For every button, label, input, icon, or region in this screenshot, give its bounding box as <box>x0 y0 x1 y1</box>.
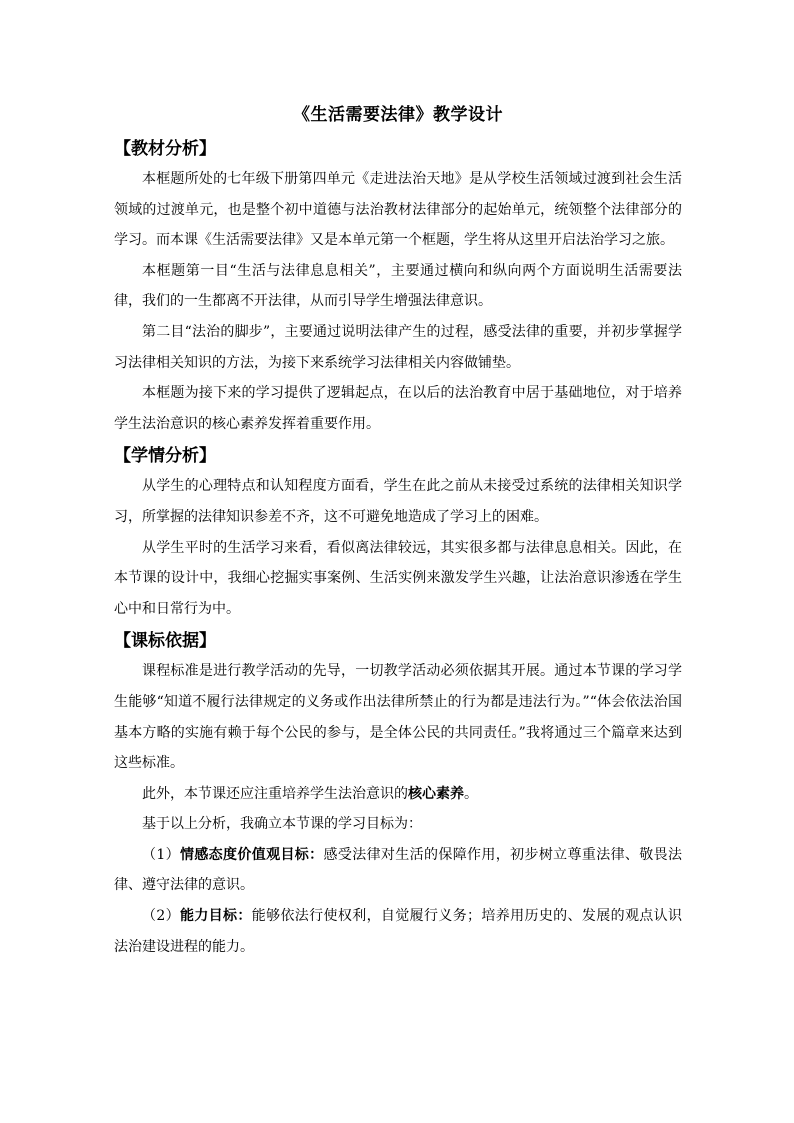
paragraph: 本框题第一目“生活与法律息息相关”，主要通过横向和纵向两个方面说明生活需要法律，我们的一生都离不开法律，从而引导学生增强法律意识。 <box>114 262 682 310</box>
paragraph: 基于以上分析，我确立本节课的学习目标为： <box>142 816 422 833</box>
section-heading: 【教材分析】 <box>114 139 216 159</box>
paragraph-core-literacy <box>114 779 682 810</box>
paragraph: 从学生平时的生活学习来看，看似离法律较远，其实很多都与法律息息相关。因此，在本节课的设计中，我细心挖掘实事案例、生活实例来激发学生兴趣，让法治意识渗透在学生心中和日常行为中。 <box>114 539 682 617</box>
goal-item <box>114 840 682 901</box>
paragraph: 第二目“法治的脚步”，主要通过说明法律产生的过程，感受法律的重要，并初步掌握学习法律相关知识的方法，为接下来系统学习法律相关内容做铺垫。 <box>114 323 682 371</box>
goal-label: 情感态度价值观目标： <box>179 846 324 863</box>
goal-number: （2） <box>142 908 180 925</box>
goal-number: （1） <box>142 846 180 863</box>
goal-text: 感受法律对生活的保障作用，初步树立尊重法律、敬畏法律、遵守法律的意识。 <box>114 846 682 894</box>
section-curriculum-basis <box>114 626 682 962</box>
paragraph-text: 此外，本节课还应注重培养学生法治意识的 <box>142 785 408 802</box>
paragraph-text: 。 <box>464 785 478 802</box>
goal-text: 能够依法行使权利，自觉履行义务；培养用历史的、发展的观点认识法治建设进程的能力。 <box>114 908 682 955</box>
goal-label: 能力目标： <box>179 908 252 925</box>
document-page <box>114 100 682 962</box>
section-student-analysis <box>114 441 682 624</box>
section-textbook-analysis <box>114 134 682 439</box>
section-heading: 【课标依据】 <box>114 631 216 652</box>
paragraph: 从学生的心理特点和认知程度方面看，学生在此之前从未接受过系统的法律相关知识学习，所掌握的法律知识参差不齐，这不可避免地造成了学习上的困难。 <box>114 478 682 525</box>
section-heading: 【学情分析】 <box>114 446 216 467</box>
paragraph: 课程标准是进行教学活动的先导，一切教学活动必须依据其开展。通过本节课的学习学生能够“知道不履行法律规定的义务或作出法律所禁止的行为都是违法行为。”“体会依法治国基本方略的实施有赖于每个公民的参与，是全体公民的共同责任。”我将通过三个篇章来达到这些标准。 <box>114 663 682 772</box>
emphasis-text: 核心素养 <box>408 785 464 802</box>
paragraph: 本框题为接下来的学习提供了逻辑起点，在以后的法治教育中居于基础地位，对于培养学生法治意识的核心素养发挥着重要作用。 <box>114 385 682 432</box>
document-title: 《生活需要法律》教学设计 <box>293 105 503 125</box>
goal-item <box>114 901 682 962</box>
paragraph: 本框题所处的七年级下册第四单元《走进法治天地》是从学校生活领域过渡到社会生活领域的过渡单元，也是整个初中道德与法治教材法律部分的起始单元，统领整个法律部分的学习。而本课《生活需要法律》又是本单元第一个框题，学生将从这里开启法治学习之旅。 <box>114 171 682 249</box>
